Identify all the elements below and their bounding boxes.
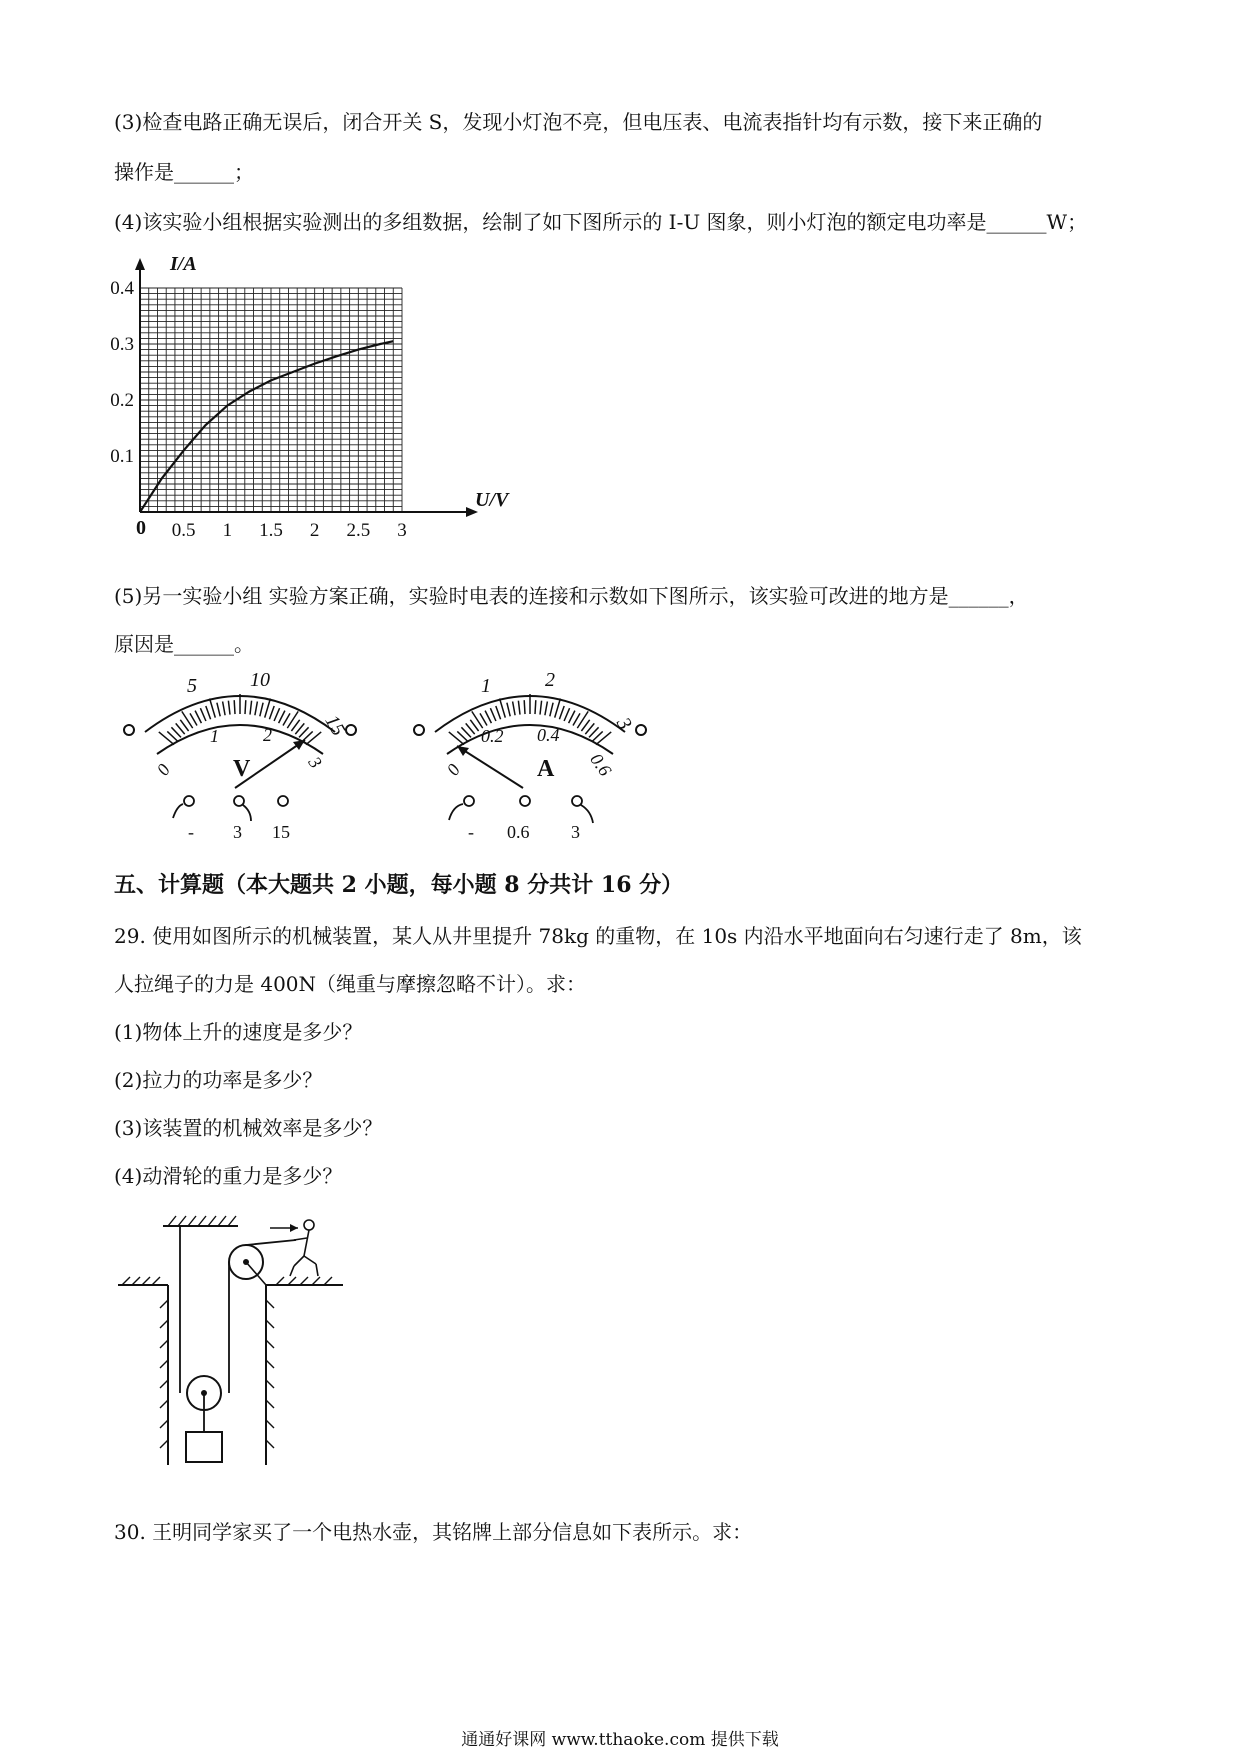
volt-outer-5: 5 (187, 675, 197, 697)
voltmeter-figure (115, 670, 365, 845)
y-tick-label: 0.3 (110, 334, 134, 355)
meter-tick (217, 703, 220, 717)
meter-tick (545, 702, 548, 716)
meter-tick (573, 713, 580, 725)
meter-tick (490, 708, 496, 721)
x-tick-label: 1.5 (259, 520, 283, 541)
meter-tick (480, 713, 487, 725)
meter-tick (195, 711, 201, 724)
y-tick-label: 0.1 (110, 446, 134, 467)
q28-part5-line2: 原因是______。 (114, 632, 254, 656)
amp-terminal-neg: - (468, 822, 474, 842)
meter-tick (260, 703, 263, 717)
amp-outer-1: 1 (481, 675, 491, 697)
q28-part3-line1: (3)检查电路正确无误后，闭合开关 S，发现小灯泡不亮，但电压表、电流表指针均有示数，接下来正确的 (114, 110, 1043, 134)
amp-terminal-3: 3 (571, 822, 580, 842)
iu-chart (100, 250, 520, 550)
meter-tick (449, 732, 464, 745)
meter-tick (200, 708, 206, 721)
meter-tick (250, 701, 252, 715)
meter-tick (524, 700, 525, 714)
volt-inner-3: 3 (304, 752, 327, 772)
meter-tick (596, 732, 611, 745)
meter-tick (210, 699, 216, 718)
meter-tick (269, 706, 274, 719)
meter-tick (255, 702, 258, 716)
meter-tick (569, 711, 575, 724)
volt-inner-2: 2 (263, 725, 272, 745)
y-tick-label: 0.4 (110, 278, 134, 299)
meter-tick (518, 701, 520, 715)
meter-tick (500, 699, 506, 718)
volt-terminal-15: 15 (272, 822, 290, 842)
pulley-well-figure (118, 1210, 358, 1480)
meter-tick (228, 701, 230, 715)
meter-tick (223, 702, 226, 716)
meter-tick (559, 706, 564, 719)
meter-tick (485, 711, 491, 724)
meter-tick (535, 700, 536, 714)
q30-line1: 30. 王明同学家买了一个电热水壶，其铭牌上部分信息如下表所示。求： (114, 1520, 753, 1544)
meter-tick (564, 708, 570, 721)
meter-tick (513, 702, 516, 716)
section-heading: 五、计算题（本大题共 2 小题，每小题 8 分共计 16 分） (114, 872, 684, 898)
meter-tick (274, 708, 280, 721)
x-axis-label: U/V (475, 489, 509, 511)
ammeter-figure (405, 670, 655, 845)
volt-terminal-3: 3 (233, 822, 242, 842)
x-tick-label: 3 (397, 520, 407, 541)
amp-inner-0-2: 0.2 (481, 726, 504, 746)
q28-part4-line: (4)该实验小组根据实验测出的多组数据，绘制了如下图所示的 I-U 图象，则小灯泡的额定电功率是______W； (114, 210, 1088, 234)
x-tick-label: 2 (309, 520, 320, 541)
y-tick-label: 0.2 (110, 390, 134, 411)
meter-tick (306, 732, 321, 745)
volt-inner-1: 1 (210, 726, 219, 746)
meter-tick (496, 706, 501, 719)
voltmeter-symbol: V (233, 756, 251, 782)
footer-text: 通通好课网 www.tthaoke.com 提供下载 (461, 1730, 779, 1750)
meter-tick (283, 713, 290, 725)
q29-sub1: (1)物体上升的速度是多少？ (114, 1020, 363, 1044)
meter-tick (279, 711, 285, 724)
volt-inner-0: 0 (152, 760, 175, 780)
origin-label: 0 (136, 517, 146, 539)
q29-sub4: (4)动滑轮的重力是多少？ (114, 1164, 343, 1188)
q29-sub2: (2)拉力的功率是多少？ (114, 1068, 323, 1092)
amp-terminal-0-6: 0.6 (507, 822, 530, 842)
y-axis-label: I/A (170, 253, 197, 275)
amp-inner-0-6: 0.6 (586, 749, 616, 780)
ammeter-needle (457, 746, 523, 788)
q29-line2: 人拉绳子的力是 400N（绳重与摩擦忽略不计）。求： (114, 972, 587, 996)
meter-tick (190, 713, 197, 725)
volt-terminal-neg: - (188, 822, 194, 842)
meter-tick (507, 703, 510, 717)
amp-outer-2: 2 (545, 669, 555, 691)
q28-part5-line1: (5)另一实验小组 实验方案正确，实验时电表的连接和示数如下图所示，该实验可改进的地方是______， (114, 584, 1029, 608)
ammeter-symbol: A (537, 756, 555, 782)
q29-sub3: (3)该装置的机械效率是多少？ (114, 1116, 383, 1140)
amp-inner-0-4: 0.4 (537, 725, 560, 745)
meter-tick (159, 732, 174, 745)
y-axis-arrow (135, 258, 145, 270)
meter-tick (234, 700, 235, 714)
volt-outer-10: 10 (250, 669, 270, 691)
x-tick-label: 0.5 (171, 520, 196, 541)
amp-outer-3: 3 (611, 713, 637, 734)
meter-tick (206, 706, 211, 719)
amp-inner-0: 0 (442, 760, 465, 780)
meter-tick (540, 701, 542, 715)
meter-tick (555, 699, 561, 718)
meter-tick (265, 699, 271, 718)
x-tick-label: 2.5 (346, 520, 371, 541)
x-tick-label: 1 (222, 520, 233, 541)
meter-tick (245, 700, 246, 714)
q28-part3-line2: 操作是______； (114, 160, 254, 184)
q29-line1: 29. 使用如图所示的机械装置，某人从井里提升 78kg 的重物，在 10s 内沿水平地面向右匀速行走了 8m，该 (114, 924, 1082, 948)
meter-tick (550, 703, 553, 717)
volt-outer-15: 15 (320, 711, 350, 740)
